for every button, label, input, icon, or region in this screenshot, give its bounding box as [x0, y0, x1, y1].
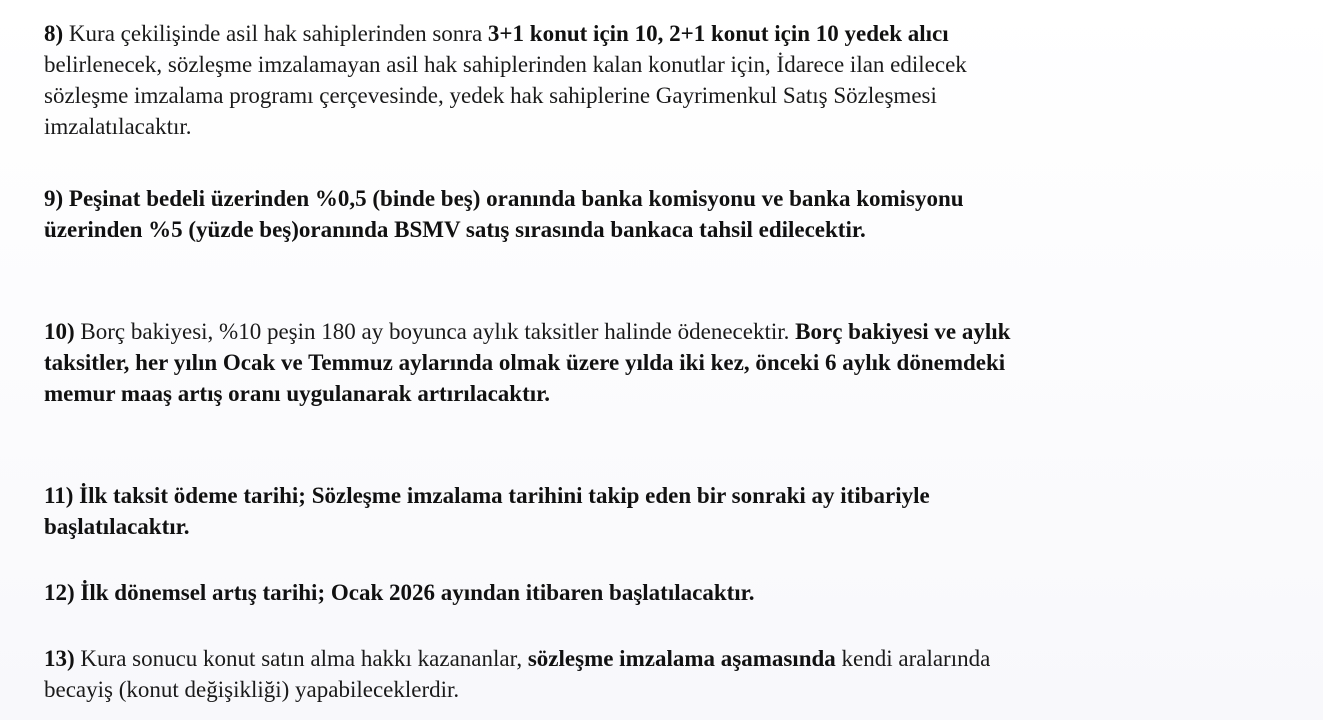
clause-10-line-3: memur maaş artış oranı uygulanarak artırılacaktır.	[44, 381, 550, 406]
clause-8-line-4: imzalatılacaktır.	[44, 114, 192, 139]
clause-10-line-2: taksitler, her yılın Ocak ve Temmuz aylarında olmak üzere yılda iki kez, önceki 6 aylık dönemdeki	[44, 350, 1006, 375]
clause-13-line-1	[44, 643, 1284, 674]
clause-13-line-2: becayiş (konut değişikliği) yapabileceklerdir.	[44, 677, 460, 702]
clause-8-line-3: sözleşme imzalama programı çerçevesinde, yedek hak sahiplerine Gayrimenkul Satış Sözleşmesi	[44, 83, 937, 108]
clause-11-line-1	[44, 480, 1284, 511]
clause-13-text-1a: Kura sonucu konut satın alma hakkı kazananlar,	[80, 646, 523, 671]
clause-10	[44, 316, 1284, 409]
clause-11-line-2: başlatılacaktır.	[44, 514, 190, 539]
clause-9-line-1	[44, 183, 1284, 214]
clause-9-number: 9)	[44, 186, 64, 211]
clause-8-text-1b: 3+1 konut için 10, 2+1 konut için 10 yedek alıcı	[487, 21, 949, 46]
clause-11-text-1: İlk taksit ödeme tarihi; Sözleşme imzalama tarihini takip eden bir sonraki ay itibariyle	[79, 483, 930, 508]
clause-12	[44, 577, 1284, 608]
clause-12-line-1	[44, 577, 1284, 608]
clause-10-text-1b: Borç bakiyesi ve aylık	[795, 319, 1011, 344]
clause-8-text-1a: Kura çekilişinde asil hak sahiplerinden sonra	[68, 21, 483, 46]
clause-11-number: 11)	[44, 483, 74, 508]
clause-10-text-1a: Borç bakiyesi, %10 peşin 180 ay boyunca aylık taksitler halinde ödenecektir.	[80, 319, 790, 344]
clause-13-text-1b: sözleşme imzalama aşamasında	[527, 646, 836, 671]
clause-8	[44, 18, 1284, 142]
clause-12-number: 12)	[44, 580, 75, 605]
clause-8-line-2: belirlenecek, sözleşme imzalamayan asil hak sahiplerinden kalan konutlar için, İdarece ilan edilecek	[44, 52, 967, 77]
clause-13	[44, 643, 1284, 705]
clause-11	[44, 480, 1284, 542]
clause-8-number: 8)	[44, 21, 64, 46]
clause-9-line-2: üzerinden %5 (yüzde beş)oranında BSMV satış sırasında bankaca tahsil edilecektir.	[44, 217, 866, 242]
clause-12-text-1: İlk dönemsel artış tarihi; Ocak 2026 ayından itibaren başlatılacaktır.	[80, 580, 755, 605]
clause-9-text-1: Peşinat bedeli üzerinden %0,5 (binde beş) oranında banka komisyonu ve banka komisyonu	[68, 186, 964, 211]
clause-9	[44, 183, 1284, 245]
clause-13-number: 13)	[44, 646, 75, 671]
clause-10-number: 10)	[44, 319, 75, 344]
clause-10-line-1	[44, 316, 1284, 347]
clause-8-line-1	[44, 18, 1284, 49]
clause-13-text-1c: kendi aralarında	[841, 646, 991, 671]
